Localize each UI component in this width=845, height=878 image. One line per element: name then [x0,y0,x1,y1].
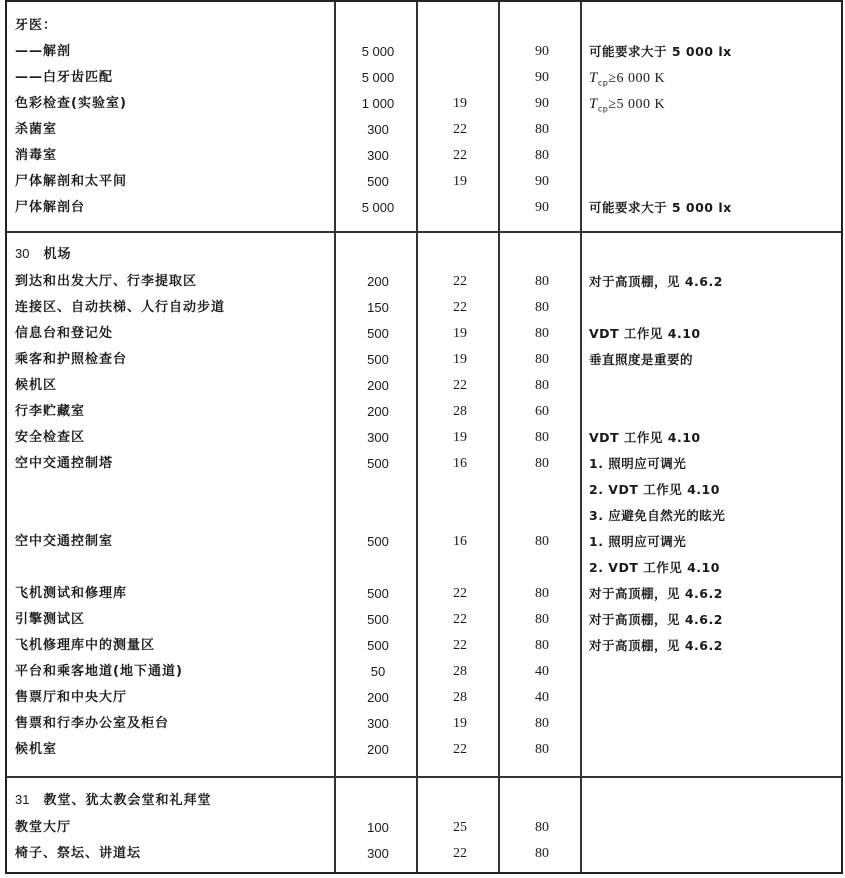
illuminance-value: 500 [367,352,389,367]
area-name: 飞机修理库中的测量区 [15,638,156,653]
ugr-value: 28 [453,690,467,705]
ra-value: 80 [535,534,549,549]
area-name: 到达和出发大厅、行李提取区 [15,274,198,289]
section-number: 30 [15,246,30,261]
section-number: 31 [15,792,30,807]
ra-value: 80 [535,430,549,445]
table-row [7,195,841,221]
ra-value: 80 [535,456,549,471]
area-name: 行李贮藏室 [15,404,86,419]
illuminance-value: 150 [367,300,389,315]
area-name: 售票厅和中央大厅 [15,690,128,705]
ugr-value: 19 [453,352,467,367]
table-row [7,529,841,555]
illuminance-value: 5 000 [361,44,395,59]
table-row [7,65,841,91]
lighting-requirements-table [5,0,843,874]
area-name: 椅子、祭坛、讲道坛 [15,846,142,861]
illuminance-value: 300 [367,716,389,731]
table-row [7,399,841,425]
remark: $T_{cp}\ge 5$ 000 K [589,96,666,114]
illuminance-value: 200 [367,742,389,757]
table-row [7,477,841,503]
illuminance-value: 500 [367,326,389,341]
ugr-value: 19 [453,716,467,731]
table-row [7,13,841,39]
table-row [7,91,841,117]
table-row [7,815,841,841]
remark: VDT 工作见 4.10 [589,430,701,445]
table-row [7,269,841,295]
table-row [7,169,841,195]
ugr-value: 28 [453,404,467,419]
section-title [15,789,211,808]
ra-value: 80 [535,122,549,137]
table-row [7,143,841,169]
illuminance-value: 100 [367,820,389,835]
ra-value: 80 [535,148,549,163]
ugr-value: 16 [453,456,467,471]
illuminance-value: 50 [370,664,386,679]
area-name: 候机室 [15,742,58,757]
illuminance-value: 500 [367,456,389,471]
ra-value: 40 [535,664,549,679]
area-name: 尸体解剖台 [15,200,86,215]
table-row [7,503,841,529]
area-name: 飞机测试和修理库 [15,586,128,601]
ugr-value: 22 [453,586,467,601]
illuminance-value: 500 [367,638,389,653]
remark: 2. VDT 工作见 4.10 [589,482,720,497]
section-title [15,243,71,262]
table-row [7,841,841,867]
remark: 可能要求大于 5 000 lx [589,44,732,59]
area-name: 乘客和护照检查台 [15,352,128,367]
area-name: 引擎测试区 [15,612,86,627]
ra-value: 80 [535,846,549,861]
table-row [7,633,841,659]
illuminance-value: 5 000 [361,70,395,85]
remark: 1. 照明应可调光 [589,456,687,471]
section-divider [7,231,841,233]
table-row [7,117,841,143]
remark: 2. VDT 工作见 4.10 [589,560,720,575]
ugr-value: 28 [453,664,467,679]
illuminance-value: 500 [367,174,389,189]
ugr-value: 16 [453,534,467,549]
illuminance-value: 1 000 [361,96,395,111]
area-name: 售票和行李办公室及柜台 [15,716,170,731]
ra-value: 80 [535,352,549,367]
remark: 对于高顶棚，见 4.6.2 [589,638,723,653]
ra-value: 80 [535,716,549,731]
ugr-value: 22 [453,300,467,315]
remark: 对于高顶棚，见 4.6.2 [589,586,723,601]
table-row [7,295,841,321]
ra-value: 90 [535,70,549,85]
ugr-value: 19 [453,96,467,111]
table-row [7,451,841,477]
ugr-value: 22 [453,148,467,163]
remark: VDT 工作见 4.10 [589,326,701,341]
area-name: 连接区、自动扶梯、人行自动步道 [15,300,226,315]
area-name: 色彩检查(实验室) [15,96,127,111]
remark: 垂直照度是重要的 [589,352,694,367]
illuminance-value: 500 [367,586,389,601]
ra-value: 80 [535,326,549,341]
ra-value: 40 [535,690,549,705]
table-row [7,711,841,737]
illuminance-value: 300 [367,430,389,445]
table-row [7,373,841,399]
area-name: 牙医： [15,18,58,33]
table-row [7,659,841,685]
area-name: 杀菌室 [15,122,58,137]
ra-value: 80 [535,612,549,627]
area-name: 教堂大厅 [15,820,72,835]
ugr-value: 22 [453,638,467,653]
table-row [7,607,841,633]
ra-value: 80 [535,638,549,653]
remark: 1. 照明应可调光 [589,534,687,549]
ugr-value: 22 [453,274,467,289]
remark: $T_{cp}\ge 6$ 000 K [589,70,666,88]
illuminance-value: 200 [367,404,389,419]
ra-value: 90 [535,174,549,189]
ugr-value: 19 [453,430,467,445]
table-row [7,347,841,373]
ra-value: 80 [535,378,549,393]
remark: 可能要求大于 5 000 lx [589,200,732,215]
illuminance-value: 200 [367,690,389,705]
ra-value: 90 [535,96,549,111]
area-name: 信息台和登记处 [15,326,114,341]
section-name: 教堂、犹太教会堂和礼拜堂 [43,793,212,808]
area-name: ——白牙齿匹配 [15,70,114,85]
ugr-value: 22 [453,122,467,137]
table-row [7,737,841,763]
area-name: ——解剖 [15,44,72,59]
table-row [7,555,841,581]
ra-value: 80 [535,274,549,289]
ra-value: 90 [535,200,549,215]
remark: 3. 应避免自然光的眩光 [589,508,726,523]
ra-value: 80 [535,820,549,835]
remark: 对于高顶棚，见 4.6.2 [589,274,723,289]
area-name: 消毒室 [15,148,58,163]
area-name: 候机区 [15,378,58,393]
illuminance-value: 200 [367,378,389,393]
section-divider [7,776,841,778]
illuminance-value: 500 [367,612,389,627]
table-row [7,685,841,711]
area-name: 空中交通控制塔 [15,456,114,471]
remark: 对于高顶棚，见 4.6.2 [589,612,723,627]
ugr-value: 22 [453,742,467,757]
illuminance-value: 300 [367,846,389,861]
ra-value: 80 [535,586,549,601]
area-name: 尸体解剖和太平间 [15,174,128,189]
illuminance-value: 300 [367,122,389,137]
illuminance-value: 300 [367,148,389,163]
illuminance-value: 200 [367,274,389,289]
ugr-value: 19 [453,174,467,189]
ra-value: 80 [535,742,549,757]
ra-value: 60 [535,404,549,419]
area-name: 平台和乘客地道(地下通道) [15,664,183,679]
ra-value: 90 [535,44,549,59]
ugr-value: 22 [453,612,467,627]
ugr-value: 22 [453,846,467,861]
ugr-value: 19 [453,326,467,341]
illuminance-value: 500 [367,534,389,549]
illuminance-value: 5 000 [361,200,395,215]
table-row [7,321,841,347]
ra-value: 80 [535,300,549,315]
table-row [7,425,841,451]
area-name: 空中交通控制室 [15,534,114,549]
ugr-value: 25 [453,820,467,835]
ugr-value: 22 [453,378,467,393]
area-name: 安全检查区 [15,430,86,445]
table-row [7,581,841,607]
section-name: 机场 [43,247,72,262]
table-row [7,39,841,65]
